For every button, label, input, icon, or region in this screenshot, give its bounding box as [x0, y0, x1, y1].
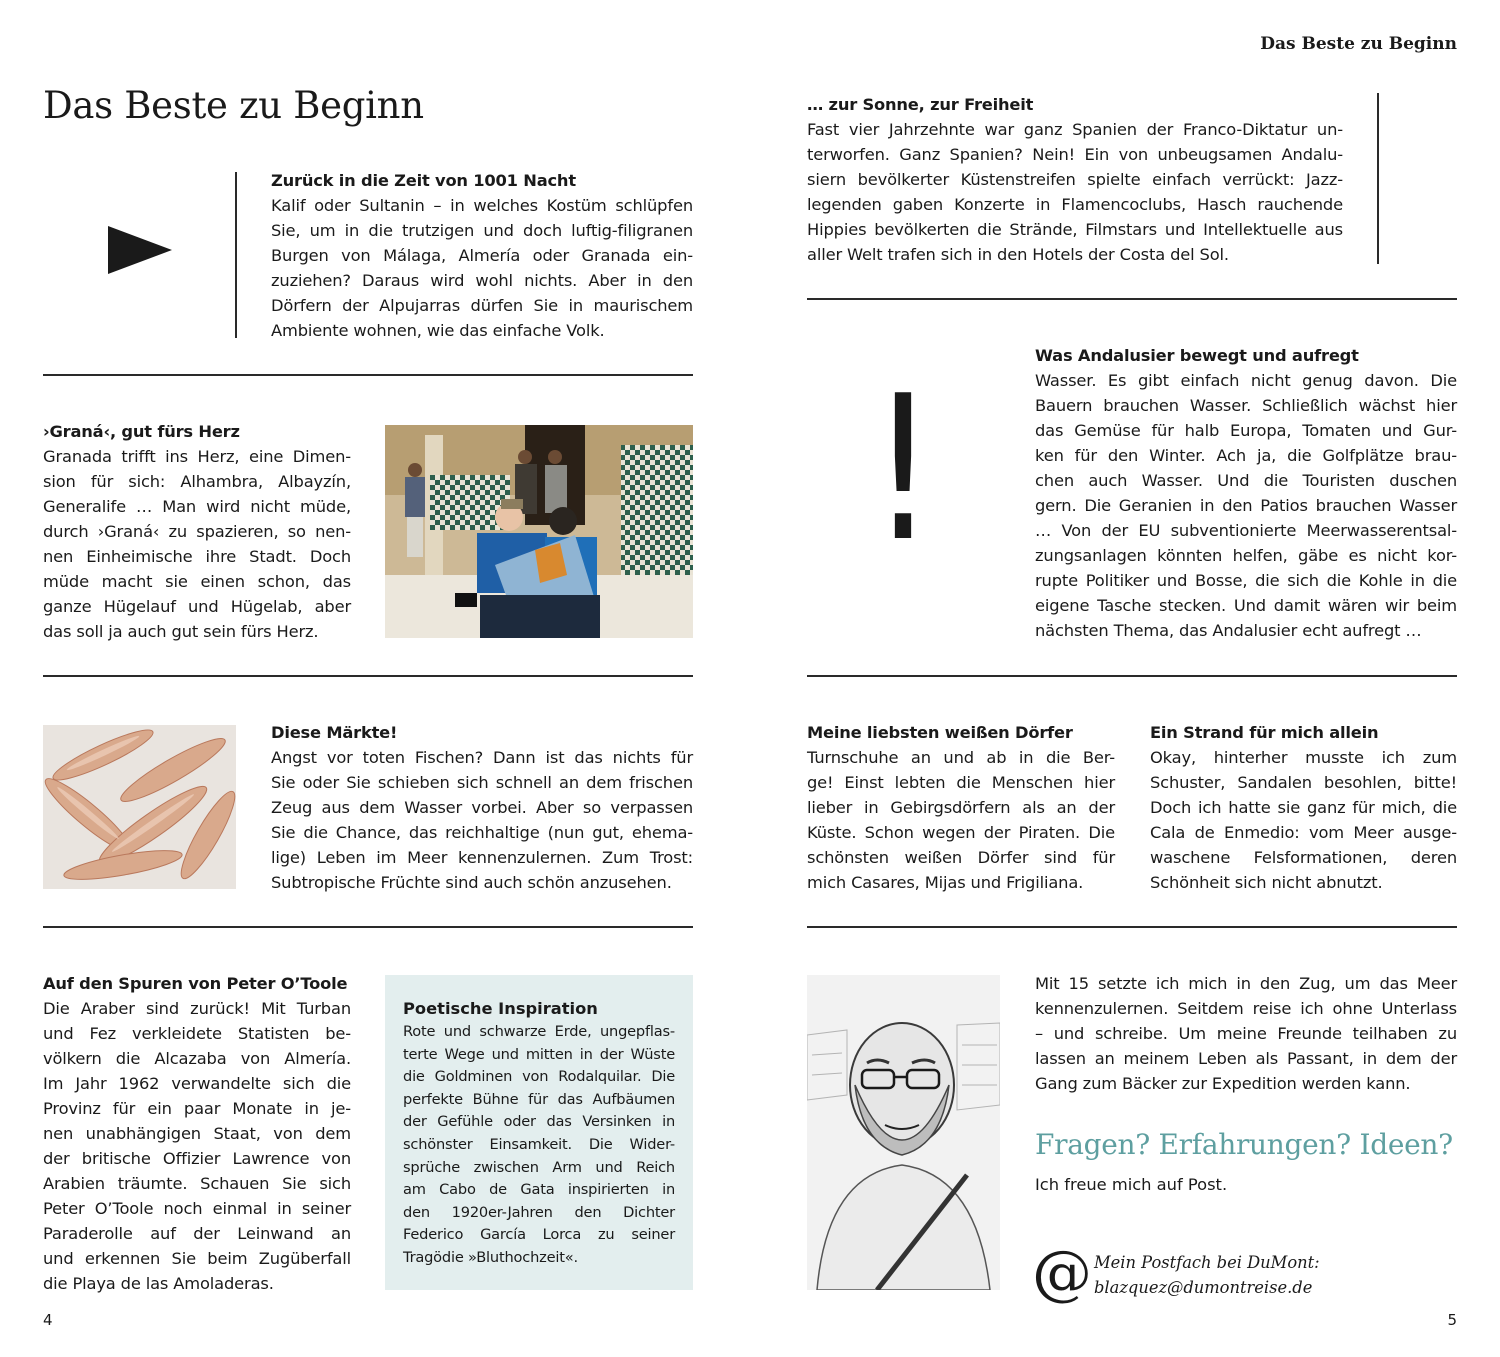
email-link[interactable]: blazquez@dumontreise.de	[1094, 1278, 1313, 1297]
contact-headline: Fragen? Erfahrungen? Ideen?	[1035, 1128, 1453, 1161]
text-line: Arabien träumte. Schauen Sie sich	[43, 1174, 351, 1193]
text-line: das soll ja auch gut sein fürs Herz.	[43, 622, 319, 641]
text-line: Ambiente wohnen, wie das einfache Volk.	[271, 321, 605, 340]
divider	[807, 675, 1457, 677]
text-line: Tragödie »Bluthochzeit«.	[403, 1248, 578, 1266]
section-text	[43, 996, 351, 1296]
text-line: Sie die Chance, das reichhaltige (nun gut, ehema-	[271, 823, 693, 842]
text-line: mich Casares, Mijas und Frigiliana.	[807, 873, 1084, 892]
section-text	[271, 745, 693, 895]
text-line: kennenzulernen. Seitdem reise ich ohne Unterlass	[1035, 999, 1457, 1018]
text-line: lassen an meinem Leben als Passant, in dem der	[1035, 1049, 1457, 1068]
section-text	[1035, 368, 1457, 643]
text-line: schönsten weißen Dörfer sind für	[807, 848, 1115, 867]
author-bio	[1035, 971, 1457, 1096]
text-line: schönster Einsamkeit. Die Wider-	[403, 1135, 675, 1153]
section-zeit	[271, 168, 693, 343]
text-line: Schönheit sich nicht abnutzt.	[1150, 873, 1383, 892]
text-line: terworfen. Ganz Spanien? Nein! Ein von unbeugsamen Andalu-	[807, 145, 1343, 164]
text-line: Generalife … Man wird nicht müde,	[43, 497, 351, 516]
text-line: Burgen von Málaga, Almería oder Granada ein-	[271, 246, 693, 265]
text-line: Subtropische Früchte sind auch schön anzusehen.	[271, 873, 672, 892]
section-heading: … zur Sonne, zur Freiheit	[807, 95, 1034, 114]
author-portrait	[807, 975, 1000, 1290]
play-arrow-icon	[108, 226, 172, 274]
section-heading: Auf den Spuren von Peter O’Toole	[43, 974, 348, 993]
divider	[43, 675, 693, 677]
text-line: Okay, hinterher musste ich zum	[1150, 748, 1457, 767]
text-line: Dörfern der Alpujarras dürfen Sie in maurischem	[271, 296, 693, 315]
text-line: sion für sich: Alhambra, Albayzín,	[43, 472, 351, 491]
section-heading: Diese Märkte!	[271, 723, 398, 742]
section-text	[807, 117, 1343, 267]
page-number-left: 4	[43, 1311, 53, 1329]
section-heading: ›Graná‹, gut fürs Herz	[43, 422, 240, 441]
text-line: Fast vier Jahrzehnte war ganz Spanien der Franco-Diktatur un-	[807, 120, 1343, 139]
text-line: die Playa de las Amoladeras.	[43, 1274, 274, 1293]
text-line: am Cabo de Gata inspirierten in	[403, 1181, 675, 1199]
text-line: terte Wege und mitten in der Wüste	[403, 1045, 675, 1063]
divider	[43, 374, 693, 376]
text-line: Angst vor toten Fischen? Dann ist das nichts für	[271, 748, 693, 767]
text-line: Mit 15 setzte ich mich in den Zug, um das Meer	[1035, 974, 1457, 993]
section-sonne	[807, 92, 1343, 267]
text-line: müde macht sie einen schon, das	[43, 572, 351, 591]
text-line: rupte Politiker und Bosse, die sich die Kohle in die	[1035, 571, 1457, 590]
divider	[807, 926, 1457, 928]
text-line: ge! Einst lebten die Menschen hier	[807, 773, 1115, 792]
text-line: der britische Offizier Lawrence von	[43, 1149, 351, 1168]
section-maerkte	[271, 720, 693, 895]
section-text	[1150, 745, 1457, 895]
text-line: völkern die Alcazaba von Almería.	[43, 1049, 351, 1068]
text-line: Küste. Schon wegen der Piraten. Die	[807, 823, 1115, 842]
text-line: Kalif oder Sultanin – in welches Kostüm schlüpfen	[271, 196, 693, 215]
text-line: und erkennen Sie beim Zugüberfall	[43, 1249, 351, 1268]
granada-tourists-photo	[385, 425, 693, 638]
contact-invite: Ich freue mich auf Post.	[1035, 1175, 1228, 1194]
text-line: Turnschuhe an und ab in die Ber-	[807, 748, 1115, 767]
text-line: waschene Felsformationen, deren	[1150, 848, 1457, 867]
text-line: nen Einheimische ihre Stadt. Doch	[43, 547, 351, 566]
mailbox-label: Mein Postfach bei DuMont:	[1094, 1253, 1320, 1272]
info-box-poetisch	[385, 975, 693, 1290]
text-line: und Fez verkleidete Statisten be-	[43, 1024, 351, 1043]
at-icon: @	[1032, 1238, 1092, 1308]
text-line: Hippies bevölkerten die Strände, Filmstars und Intellektuelle aus	[807, 220, 1343, 239]
section-heading: Ein Strand für mich allein	[1150, 723, 1379, 742]
text-line: Zeug aus dem Wasser vorbei. Aber so verpassen	[271, 798, 693, 817]
info-box-text	[403, 1021, 675, 1270]
exclamation-icon: !	[870, 353, 936, 586]
text-line: Schuster, Sandalen besohlen, bitte!	[1150, 773, 1457, 792]
text-line: chen auch Wasser. Und die Touristen duschen	[1035, 471, 1457, 490]
section-andalusier	[1035, 343, 1457, 643]
text-line: Gang zum Bäcker zur Expedition werden kann.	[1035, 1074, 1411, 1093]
text-line: Sie, um in die trutzigen und doch luftig-filigranen	[271, 221, 693, 240]
text-line: Federico García Lorca zu seiner	[403, 1226, 675, 1244]
text-line: Cala de Enmedio: vom Meer ausge-	[1150, 823, 1457, 842]
author-bio-text	[1035, 971, 1457, 1096]
section-grana	[43, 419, 351, 644]
divider	[43, 926, 693, 928]
text-line: perfekte Bühne für das Aufbäumen	[403, 1090, 675, 1108]
text-line: zungsanlagen könnten helfen, gäbe es nicht kor-	[1035, 546, 1457, 565]
section-otoole	[43, 971, 351, 1296]
text-line: Provinz für ein paar Monate in je-	[43, 1099, 351, 1118]
section-heading: Was Andalusier bewegt und aufregt	[1035, 346, 1359, 365]
text-line: Rote und schwarze Erde, ungepflas-	[403, 1023, 675, 1040]
text-line: nächsten Thema, das Andalusier echt aufregt …	[1035, 621, 1422, 640]
text-line: ganze Hügelauf und Hügelab, aber	[43, 597, 351, 616]
text-line: die Goldminen von Rodalquilar. Die	[403, 1068, 675, 1086]
section-strand	[1150, 720, 1457, 895]
text-line: sprüche zwischen Arm und Reich	[403, 1158, 675, 1176]
text-line: Doch ich hatte sie ganz für mich, die	[1150, 798, 1457, 817]
section-text	[43, 444, 351, 644]
text-line: lige) Leben im Meer kennenzulernen. Zum Trost:	[271, 848, 693, 867]
text-line: siern bevölkerter Küstenstreifen spielte einfach verrückt: Jazz-	[807, 170, 1343, 189]
text-line: Die Araber sind zurück! Mit Turban	[43, 999, 351, 1018]
text-line: eigene Tasche stecken. Und damit wären wir beim	[1035, 596, 1457, 615]
section-heading: Zurück in die Zeit von 1001 Nacht	[271, 171, 576, 190]
text-line: Paraderolle auf der Leinwand an	[43, 1224, 351, 1243]
text-line: Peter O’Toole noch einmal in seiner	[43, 1199, 351, 1218]
divider	[807, 298, 1457, 300]
text-line: … Von der EU subventionierte Meerwasserentsal-	[1035, 521, 1457, 540]
text-line: nen unabhängigen Staat, von dem	[43, 1124, 351, 1143]
fish-photo	[43, 725, 236, 889]
info-box-heading: Poetische Inspiration	[403, 999, 598, 1018]
mailbox-info	[1094, 1250, 1320, 1300]
text-line: den 1920er-Jahren den Dichter	[403, 1203, 675, 1221]
text-line: zuziehen? Daraus wird wohl nichts. Aber in den	[271, 271, 693, 290]
text-line: – und schreibe. Um meine Freunde teilhaben zu	[1035, 1024, 1457, 1043]
running-head: Das Beste zu Beginn	[1260, 34, 1457, 54]
page-title: Das Beste zu Beginn	[43, 84, 424, 127]
section-doerfer	[807, 720, 1115, 895]
text-line: gern. Die Geranien in den Patios brauchen Wasser	[1035, 496, 1457, 515]
text-line: Im Jahr 1962 verwandelte sich die	[43, 1074, 351, 1093]
text-line: Wasser. Es gibt einfach nicht genug davon. Die	[1035, 371, 1457, 390]
page-number-right: 5	[1447, 1311, 1457, 1329]
text-line: lieber in Gebirgsdörfern als an der	[807, 798, 1115, 817]
text-line: das Gemüse für halb Europa, Tomaten und Gur-	[1035, 421, 1457, 440]
text-line: ken für den Winter. Ach ja, die Golfplätze brau-	[1035, 446, 1457, 465]
vertical-divider	[235, 172, 237, 338]
text-line: legenden gaben Konzerte in Flamencoclubs, Hasch rauchende	[807, 195, 1343, 214]
section-text	[271, 193, 693, 343]
text-line: aller Welt trafen sich in den Hotels der Costa del Sol.	[807, 245, 1229, 264]
text-line: Sie oder Sie schieben sich schnell an dem frischen	[271, 773, 693, 792]
vertical-divider	[1377, 93, 1379, 264]
text-line: Granada trifft ins Herz, eine Dimen-	[43, 447, 351, 466]
text-line: der Gefühle oder das Versinken in	[403, 1113, 675, 1131]
section-heading: Meine liebsten weißen Dörfer	[807, 723, 1073, 742]
text-line: durch ›Graná‹ zu spazieren, so nen-	[43, 522, 351, 541]
text-line: Bauern brauchen Wasser. Schließlich wächst hier	[1035, 396, 1457, 415]
section-text	[807, 745, 1115, 895]
